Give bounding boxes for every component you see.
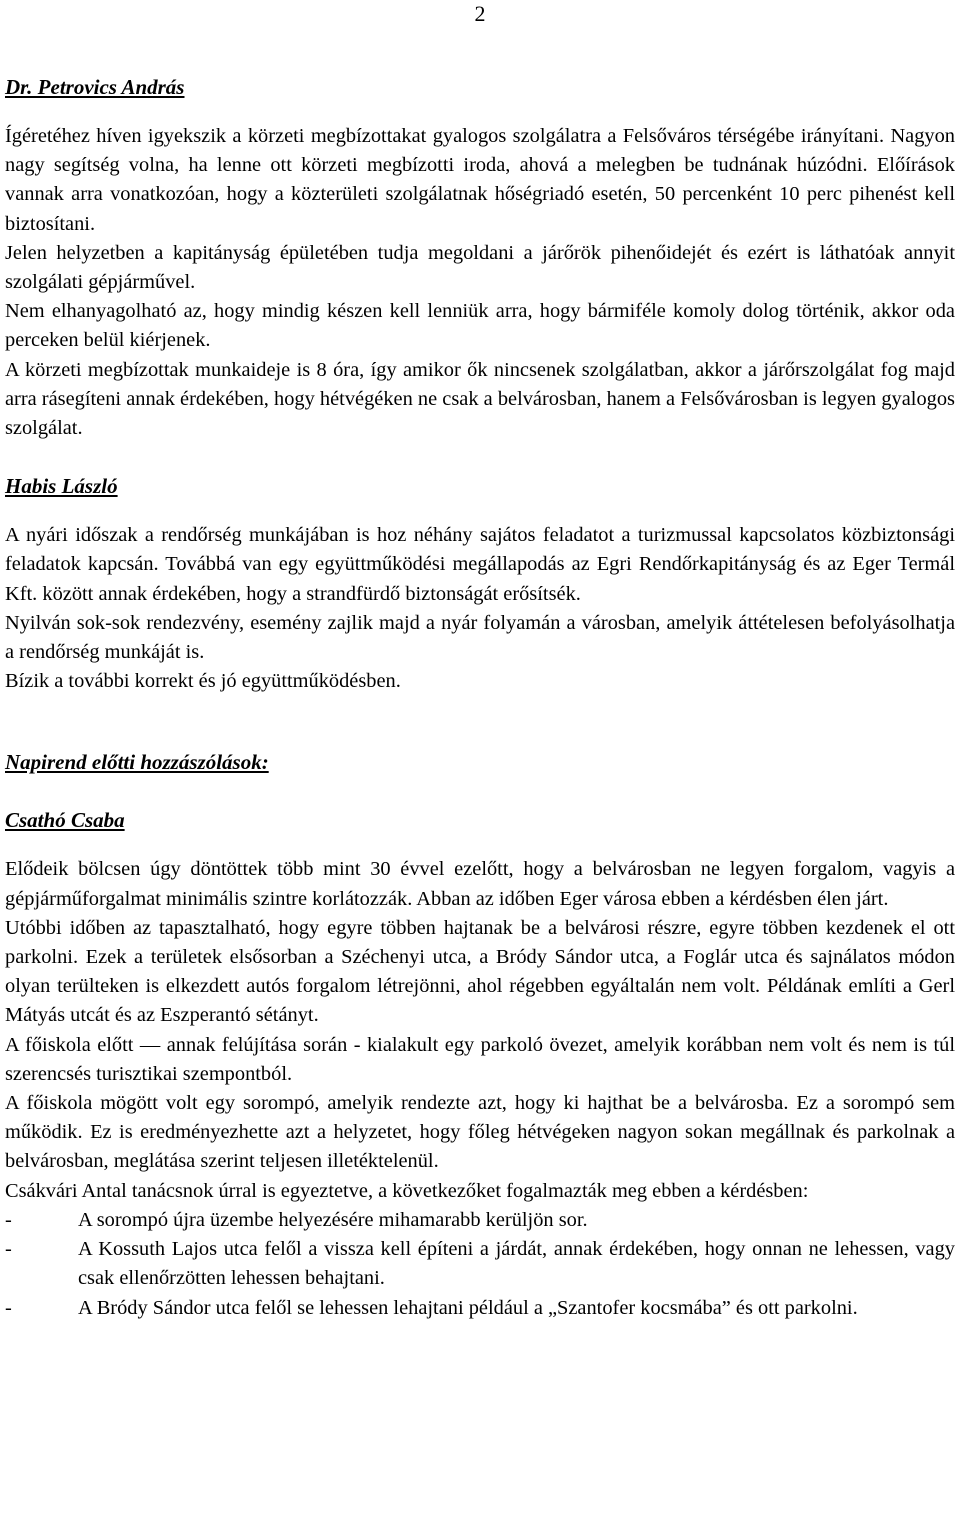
list-item-text: A sorompó újra üzembe helyezésére mihamarabb kerüljön sor. xyxy=(78,1208,588,1231)
paragraph: A nyári időszak a rendőrség munkájában is hoz néhány sajátos feladatot a turizmussal kapcsolatos közbiztonsági feladatok kapcsán. Továbbá van egy együttműködési megállapodás az Egri Rendőrkapitányság és az Eger Termál Kft. között annak érdekében, hogy a strandfürdő biztonságát erősítsék. xyxy=(5,524,955,605)
paragraph: Bízik a további korrekt és jó együttműködésben. xyxy=(5,670,401,693)
document-body xyxy=(5,72,955,1323)
paragraph: Jelen helyzetben a kapitányság épületében tudja megoldani a járőrök pihenőidejét és ezért is láthatóak annyit szolgálati gépjárművel. xyxy=(5,241,955,294)
proposal-list xyxy=(5,1206,955,1323)
list-item xyxy=(5,1294,955,1323)
speaker-heading: Csathó Csaba xyxy=(5,808,125,833)
speaker-heading: Habis László xyxy=(5,474,118,499)
list-item-text: A Bródy Sándor utca felől se lehessen lehajtani például a „Szantofer kocsmába” és ott parkolni. xyxy=(78,1296,858,1319)
page-number: 2 xyxy=(474,1,486,26)
paragraph: Utóbbi időben az tapasztalható, hogy egyre többen hajtanak be a belvárosi részre, egyre többen kezdenek el ott parkolni. Ezek a területek elsősorban a Széchenyi utca, a Bródy Sándor utca, a Foglár utca és sajnálatos módon olyan terülteken is elkezdett autós forgalom létrejönni, ahol régebben egyáltalán nem volt. Példának említi a Gerl Mátyás utcát és az Eszperantó sétányt. xyxy=(5,916,955,1027)
section-napirend xyxy=(5,747,955,777)
paragraph: Nem elhanyagolható az, hogy mindig készen kell lenniük arra, hogy bármiféle komoly dolog történik, akkor oda perceken belül kiérjenek. xyxy=(5,300,955,352)
paragraph: Nyilván sok-sok rendezvény, esemény zajlik majd a nyár folyamán a városban, amelyik áttételesen befolyásolhatja a rendőrség munkáját is. xyxy=(5,611,955,664)
speaker-heading: Dr. Petrovics András xyxy=(5,75,185,99)
section-habis xyxy=(5,471,955,696)
list-bullet: - xyxy=(5,1208,12,1231)
paragraph: A főiskola mögött volt egy sorompó, amelyik rendezte azt, hogy ki hajthat be a belvárosba. Ez a sorompó sem működik. Ez is eredményezhette azt a helyzetet, hogy főleg hétvégeken nagyon sokan megállnak és parkolnak a belvárosban, meglátása szerint teljesen illetéktelenül. xyxy=(5,1092,955,1173)
section-petrovics xyxy=(5,72,955,443)
list-item-text: A Kossuth Lajos utca felől a vissza kell építeni a járdát, annak érdekében, hogy onnan ne lehessen, vagy csak ellenőrzötten lehessen behajtani. xyxy=(78,1238,955,1290)
list-item xyxy=(5,1235,955,1293)
paragraph: Csákvári Antal tanácsnok úrral is egyeztetve, a következőket fogalmazták meg ebben a kérdésben: xyxy=(5,1179,809,1202)
paragraph: Elődeik bölcsen úgy döntöttek több mint 30 évvel ezelőtt, hogy a belvárosban ne legyen forgalom, vagyis a gépjárműforgalmat minimális szintre korlátozzák. Abban az időben Eger városa ebben a kérdésben élen járt. xyxy=(5,858,955,910)
list-item xyxy=(5,1206,955,1235)
list-bullet: - xyxy=(5,1296,12,1319)
paragraph: A körzeti megbízottak munkaideje is 8 óra, így amikor ők nincsenek szolgálatban, akkor a járőrszolgálat fog majd arra rásegíteni annak érdekében, hogy hétvégéken ne csak a belvárosban, hanem a Felsővárosban is legyen gyalogos szolgálat. xyxy=(5,358,955,440)
paragraph: A főiskola előtt — annak felújítása során - kialakult egy parkoló övezet, amelyik korábban nem volt és nem is túl szerencsés turisztikai szempontból. xyxy=(5,1033,955,1085)
section-csatho xyxy=(5,805,955,1322)
section-heading: Napirend előtti hozzászólások: xyxy=(5,750,269,775)
list-bullet: - xyxy=(5,1238,12,1261)
paragraph: Ígéretéhez híven igyekszik a körzeti megbízottakat gyalogos szolgálatra a Felsőváros térségébe irányítani. Nagyon nagy segítség volna, ha lenne ott körzeti megbízotti iroda, ahová a melegben be tudnának húzódni. Előírások vannak arra vonatkozóan, hogy a közterületi szolgálatnak hőségriadó esetén, 50 percenként 10 perc pihenést kell biztosítani. xyxy=(5,125,955,235)
